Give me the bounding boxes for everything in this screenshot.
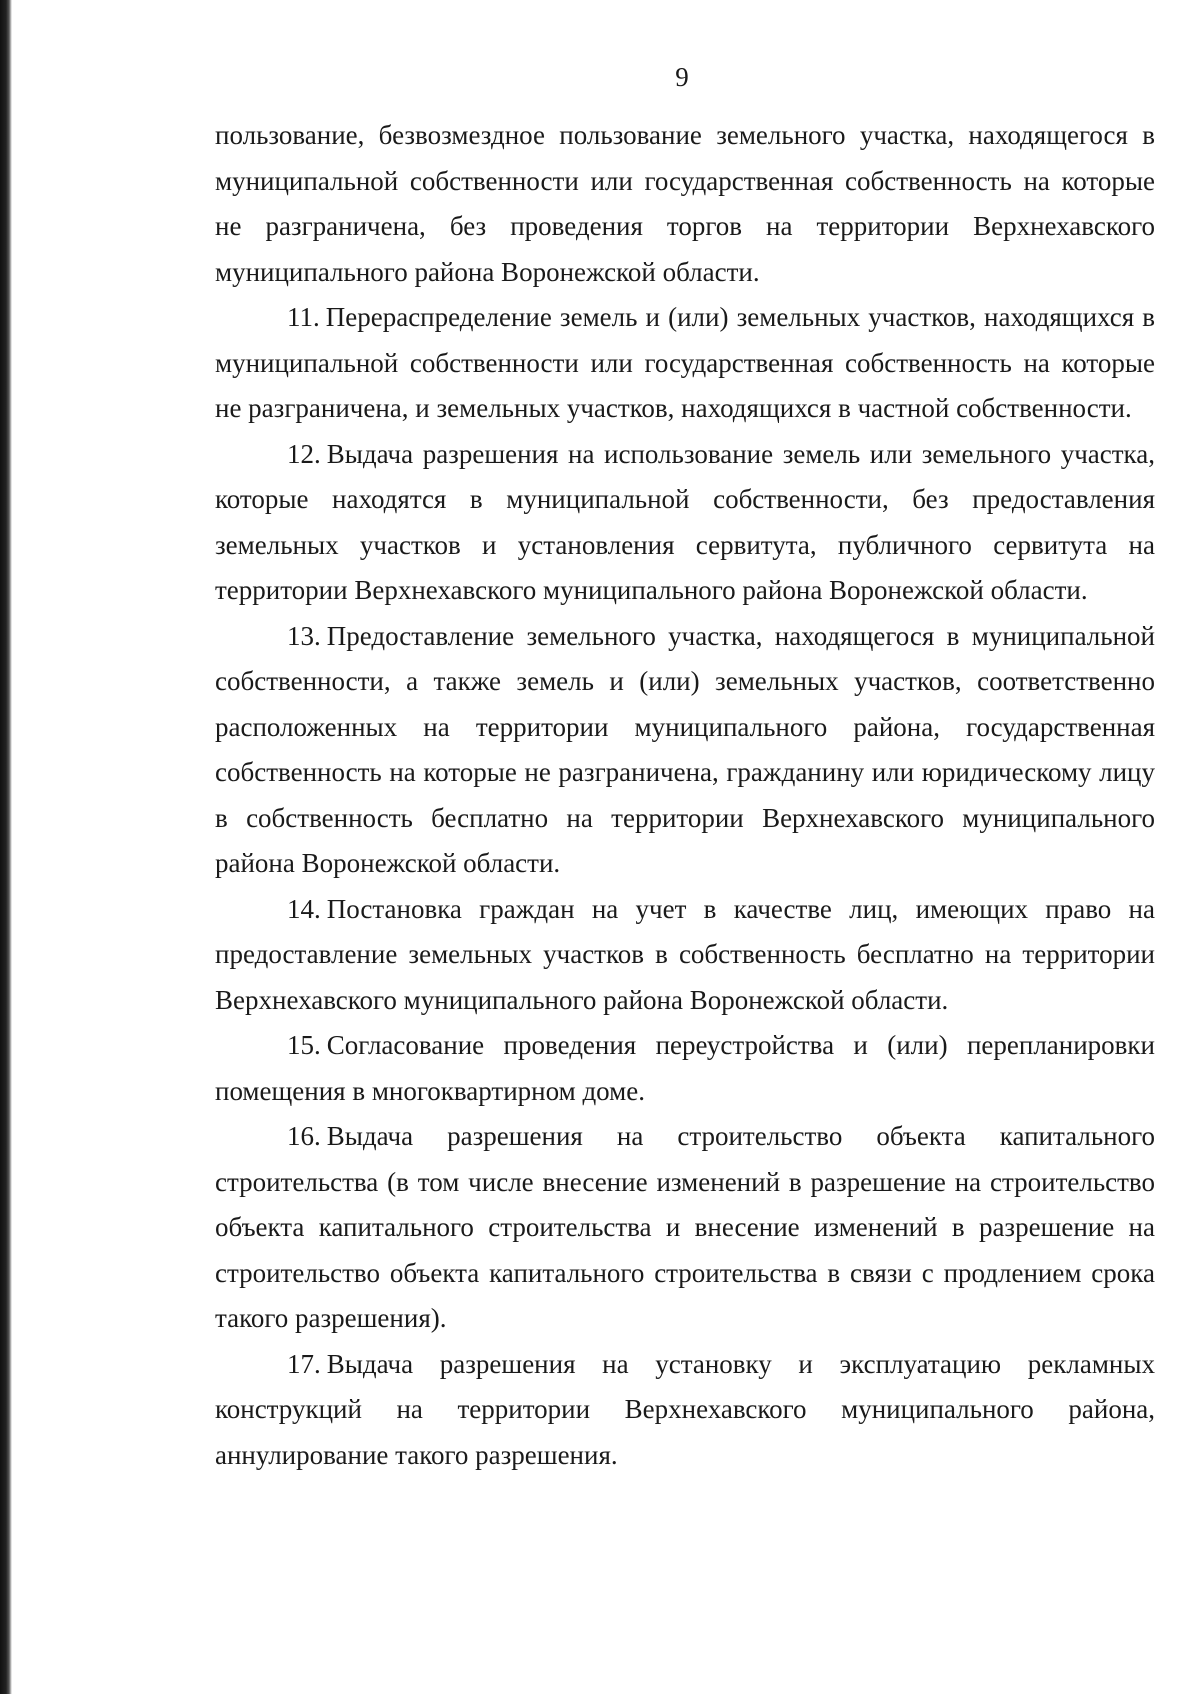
list-item-15 [215, 1023, 1155, 1114]
list-item-number: 11. [287, 302, 320, 332]
list-item-number: 16. [287, 1121, 321, 1151]
list-item-number: 13. [287, 620, 321, 651]
list-item-text: Выдача разрешения на использование земель или земельного участка, которые находятся в муниципальной собственности, без предоставления земельных участков и установления сервитута, публичного сервитута на территории Верхнехавского муниципального района Воронежской области. [215, 438, 1155, 605]
list-item-number: 14. [287, 893, 321, 924]
list-item-17 [215, 1342, 1155, 1479]
list-item-number: 12. [287, 438, 321, 469]
list-item-text: Предоставление земельного участка, находящегося в муниципальной собственности, а также земель и (или) земельных участков, соответственно расположенных на территории муниципального района, государственная собственность на которые не разграничена, гражданину или юридическому лицу в собственность бесплатно на территории Верхнехавского муниципального района Воронежской области. [215, 620, 1155, 878]
list-item-number: 15. [287, 1030, 321, 1060]
list-item-11 [215, 295, 1155, 432]
page-number: 9 [675, 62, 689, 92]
list-item-number: 17. [287, 1348, 321, 1379]
list-item-text: Выдача разрешения на установку и эксплуатацию рекламных конструкций на территории Верхнехавского муниципального района, аннулирование такого разрешения. [215, 1348, 1155, 1470]
list-item-text: Перераспределение земель и (или) земельных участков, находящихся в муниципальной собственности или государственная собственность на которые не разграничена, и земельных участков, находящихся в частной собственности. [215, 302, 1155, 423]
continuation-paragraph: пользование, безвозмездное пользование земельного участка, находящегося в муниципальной собственности или государственная собственность на которые не разграничена, без проведения торгов на территории Верхнехавского муниципального района Воронежской области. [215, 120, 1155, 287]
list-item-12 [215, 432, 1155, 614]
list-item-16 [215, 1114, 1155, 1342]
document-body [215, 113, 1155, 1478]
list-item-text: Постановка граждан на учет в качестве лиц, имеющих право на предоставление земельных участков в собственность бесплатно на территории Верхнехавского муниципального района Воронежской области. [215, 893, 1155, 1015]
list-item-13 [215, 614, 1155, 887]
list-item-14 [215, 887, 1155, 1024]
list-item-text: Выдача разрешения на строительство объекта капитального строительства (в том числе внесение изменений в разрешение на строительство объекта капитального строительства и внесение изменений в разрешение на строительство объекта капитального строительства в связи с продлением срока такого разрешения). [215, 1121, 1155, 1333]
list-item-text: Согласование проведения переустройства и (или) перепланировки помещения в многоквартирном доме. [215, 1030, 1155, 1106]
